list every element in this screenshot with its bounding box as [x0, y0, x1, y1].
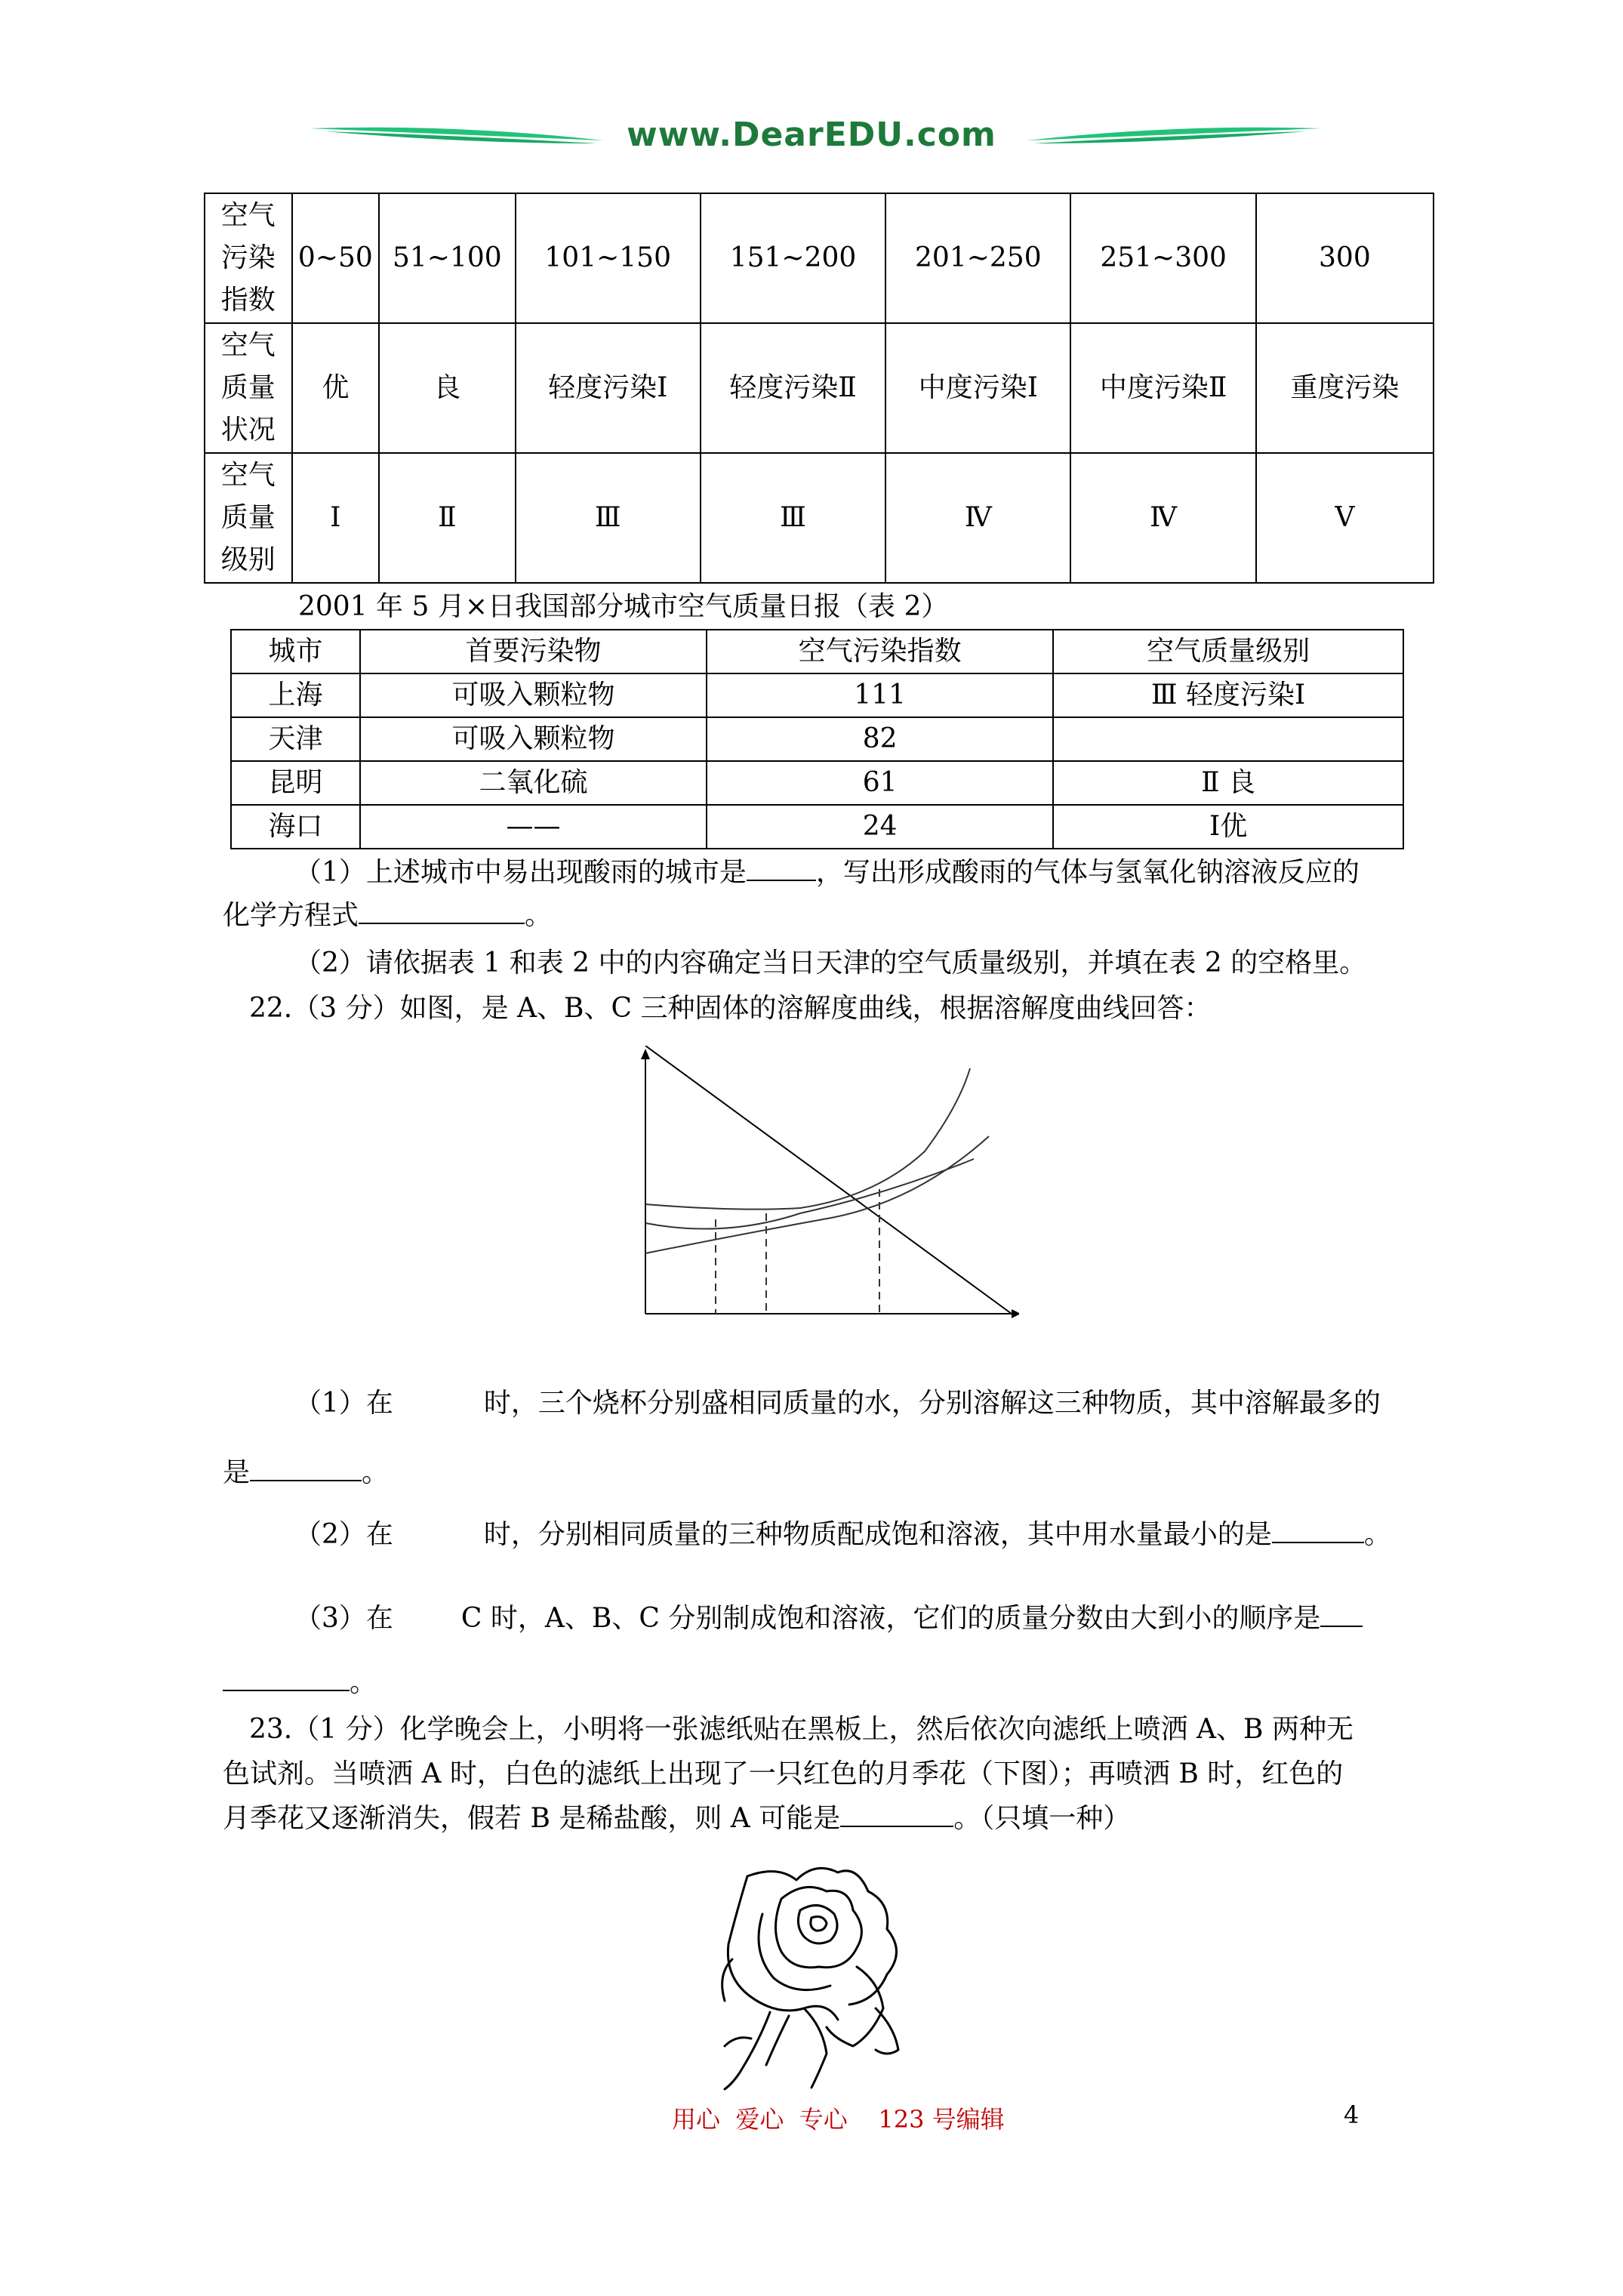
table-cell: 良 [379, 323, 515, 453]
label-line: 污染 [220, 242, 276, 273]
table-cell: 300 [1256, 193, 1434, 323]
row-label [205, 193, 292, 323]
question-text: 时，三个烧杯分别盛相同质量的水，分别溶解这三种物质，其中溶解最多的 [483, 1388, 1381, 1419]
label-line: 质量 [220, 372, 276, 403]
table-cell: 中度污染Ⅰ [885, 323, 1070, 453]
rose-icon [706, 1846, 932, 2091]
page-number: 4 [1344, 2100, 1360, 2129]
question-text: 月季花又逐渐消失，假若 B 是稀盐酸，则 A 可能是 [223, 1803, 841, 1834]
table-cell: 61 [707, 761, 1053, 805]
table-cell: 二氧化硫 [360, 761, 707, 805]
table-cell: Ⅲ 轻度污染Ⅰ [1053, 673, 1403, 717]
q23-line2: 色试剂。当喷洒 A 时，白色的滤纸上出现了一只红色的月季花（下图）；再喷洒 B 时，红色的 [223, 1758, 1344, 1789]
table-cell: 82 [707, 717, 1053, 761]
solubility-curve-figure [627, 1046, 1019, 1325]
label-line: 级别 [220, 544, 276, 575]
table-cell: Ⅳ [885, 453, 1070, 583]
q21-part2: （2）请依据表 1 和表 2 中的内容确定当日天津的空气质量级别，并填在表 2 的空格里。 [294, 948, 1367, 978]
table-cell: Ⅲ [516, 453, 701, 583]
table-cell: 201~250 [885, 193, 1070, 323]
answer-blank[interactable] [1272, 1516, 1364, 1543]
question-text: 。 [362, 1457, 390, 1488]
table-cell: 可吸入颗粒物 [360, 673, 707, 717]
question-text: 。 [1363, 1519, 1391, 1550]
q22-stem: 22.（3 分）如图，是 A、B、C 三种固体的溶解度曲线，根据溶解度曲线回答： [249, 993, 1212, 1024]
table-cell: Ⅰ [292, 453, 380, 583]
question-text: 。 [525, 900, 553, 931]
table-cell: 可吸入颗粒物 [360, 717, 707, 761]
table-row [231, 805, 1403, 849]
table-cell: 优 [292, 323, 380, 453]
table-cell: Ⅳ [1070, 453, 1255, 583]
table-cell: 中度污染Ⅱ [1070, 323, 1255, 453]
table-cell: 轻度污染Ⅱ [701, 323, 885, 453]
question-text: 。（只填一种） [953, 1803, 1131, 1834]
footer-slogan: 用心 爱心 专心 123 号编辑 [672, 2105, 1005, 2134]
table-cell: 101~150 [516, 193, 701, 323]
q22-sub3 [294, 1599, 1363, 1638]
q21-part1-cont [223, 896, 552, 935]
q23-line3 [223, 1799, 1130, 1838]
table-cell: 昆明 [231, 761, 360, 805]
question-text: ，写出形成酸雨的气体与氢氧化钠溶液反应的 [815, 857, 1360, 888]
curve-c [645, 1068, 970, 1210]
label-line: 指数 [220, 285, 276, 316]
table-cell: Ⅱ 良 [1053, 761, 1403, 805]
table2-caption: 2001 年 5 月×日我国部分城市空气质量日报（表 2） [298, 591, 949, 622]
answer-blank[interactable] [223, 1664, 350, 1691]
site-header [302, 113, 1329, 159]
answer-blank[interactable] [250, 1454, 362, 1481]
table-cell: 重度污染 [1256, 323, 1434, 453]
curve-b [645, 1136, 989, 1253]
question-text: （1）在 [294, 1388, 393, 1419]
question-text: 化学方程式 [223, 900, 359, 931]
table-cell: 海口 [231, 805, 360, 849]
table-cell: Ⅲ [701, 453, 885, 583]
question-text: 。 [350, 1667, 377, 1698]
question-text: （1）上述城市中易出现酸雨的城市是 [294, 857, 747, 888]
city-air-quality-table [230, 629, 1404, 849]
table-cell: 51~100 [379, 193, 515, 323]
column-header: 首要污染物 [360, 630, 707, 673]
label-line: 空气 [220, 460, 276, 491]
q21-part1 [294, 853, 1360, 892]
table-cell: Ⅰ优 [1053, 805, 1403, 849]
q22-sub2 [294, 1515, 1391, 1555]
answer-blank[interactable] [840, 1800, 953, 1827]
question-text: 是 [223, 1457, 251, 1488]
answer-blank[interactable] [1320, 1600, 1363, 1627]
y-axis-arrow-icon [641, 1049, 650, 1059]
curve-a [645, 1159, 974, 1229]
label-line: 质量 [220, 502, 276, 533]
answer-blank[interactable] [747, 854, 816, 881]
column-header: 空气质量级别 [1053, 630, 1403, 673]
label-line: 空气 [220, 330, 276, 361]
table-cell: 天津 [231, 717, 360, 761]
table-row [231, 761, 1403, 805]
table-cell: Ⅴ [1256, 453, 1434, 583]
table-row [205, 323, 1434, 453]
x-axis [645, 1046, 1012, 1314]
air-quality-standard-table [204, 193, 1434, 584]
row-label [205, 323, 292, 453]
q22-sub1-cont [223, 1453, 389, 1493]
table-cell: Ⅱ [379, 453, 515, 583]
label-line: 空气 [220, 200, 276, 231]
table-row [205, 453, 1434, 583]
question-text: （3）在 [294, 1603, 393, 1634]
row-label [205, 453, 292, 583]
table-cell: 251~300 [1070, 193, 1255, 323]
table-cell: 上海 [231, 673, 360, 717]
site-logo-text: www.DearEDU.com [627, 116, 996, 154]
table-cell: 24 [707, 805, 1053, 849]
table-row [231, 717, 1403, 761]
question-text: C 时，A、B、C 分别制成饱和溶液，它们的质量分数由大到小的顺序是 [460, 1603, 1321, 1634]
table-row [231, 673, 1403, 717]
question-text: （2）在 [294, 1519, 393, 1550]
table-cell: 111 [707, 673, 1053, 717]
table-cell: 轻度污染Ⅰ [516, 323, 701, 453]
table-header-row [231, 630, 1403, 673]
question-text: 时，分别相同质量的三种物质配成饱和溶液，其中用水量最小的是 [483, 1519, 1272, 1550]
x-axis-arrow-icon [1012, 1309, 1019, 1318]
answer-blank[interactable] [359, 897, 525, 924]
table-row [205, 193, 1434, 323]
table-cell: —— [360, 805, 707, 849]
q23-line1: 23.（1 分）化学晚会上，小明将一张滤纸贴在黑板上，然后依次向滤纸上喷洒 A、B 两种无 [249, 1714, 1354, 1745]
table-cell: 151~200 [701, 193, 885, 323]
q22-sub3-cont [223, 1663, 377, 1703]
column-header: 空气污染指数 [707, 630, 1053, 673]
q22-sub1 [294, 1384, 1381, 1423]
table-cell: 0~50 [292, 193, 380, 323]
blank-answer-cell[interactable] [1053, 717, 1403, 761]
label-line: 状况 [220, 415, 276, 445]
column-header: 城市 [231, 630, 360, 673]
